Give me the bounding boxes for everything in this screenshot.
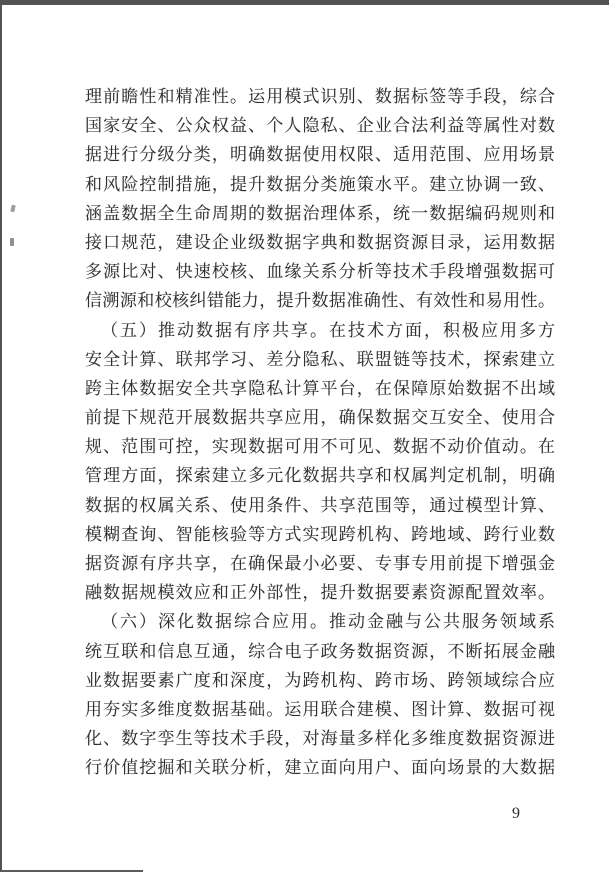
text-line: 业数据要素广度和深度，为跨机构、跨市场、跨领域综合应 [85,670,555,690]
text-line: 安全计算、联邦学习、差分隐私、联盟链等技术，探索建立 [85,349,555,369]
page-body-text [85,82,555,783]
text-line: 信溯源和校核纠错能力，提升数据准确性、有效性和易用性。 [85,291,555,311]
text-line: 规、范围可控，实现数据可用不可见、数据不动价值动。在 [85,437,555,457]
text-line-paragraph-start: （五）推动数据有序共享。在技术方面，积极应用多方 [101,320,555,340]
scan-edge-left [0,0,2,872]
page-number: 9 [512,805,520,822]
text-line: 国家安全、公众权益、个人隐私、企业合法利益等属性对数 [85,116,555,136]
text-line: 前提下规范开展数据共享应用，确保数据交互安全、使用合 [85,408,555,428]
text-line: 行价值挖掘和关联分析，建立面向用户、面向场景的大数据 [85,758,555,778]
text-line: 多源比对、快速校核、血缘关系分析等技术手段增强数据可 [85,262,555,282]
text-line: 统互联和信息互通，综合电子政务数据资源，不断拓展金融 [85,641,555,661]
scan-speck [10,238,14,246]
scan-speck [10,205,16,213]
text-line: 化、数字孪生等技术手段，对海量多样化多维度数据资源进 [85,729,555,749]
text-line: 用夯实多维度数据基础。运用联合建模、图计算、数据可视 [85,699,555,719]
text-line: 模糊查询、智能核验等方式实现跨机构、跨地域、跨行业数 [85,524,555,544]
text-line-paragraph-start: （六）深化数据综合应用。推动金融与公共服务领域系 [101,612,555,632]
text-line: 和风险控制措施，提升数据分类施策水平。建立协调一致、 [85,174,555,194]
text-line: 跨主体数据安全共享隐私计算平台，在保障原始数据不出域 [85,378,555,398]
text-line: 理前瞻性和精准性。运用模式识别、数据标签等手段，综合 [85,87,555,106]
text-line: 涵盖数据全生命周期的数据治理体系，统一数据编码规则和 [85,203,555,223]
text-line: 数据的权属关系、使用条件、共享范围等，通过模型计算、 [85,495,555,515]
text-line: 接口规范，建设企业级数据字典和数据资源目录，运用数据 [85,232,555,252]
text-line: 融数据规模效应和正外部性，提升数据要素资源配置效率。 [85,583,555,603]
text-line: 管理方面，探索建立多元化数据共享和权属判定机制，明确 [85,466,555,486]
text-line: 据资源有序共享，在确保最小必要、专事专用前提下增强金 [85,554,555,573]
scan-edge-top [0,0,609,5]
text-line: 据进行分级分类，明确数据使用权限、适用范围、应用场景 [85,145,555,165]
